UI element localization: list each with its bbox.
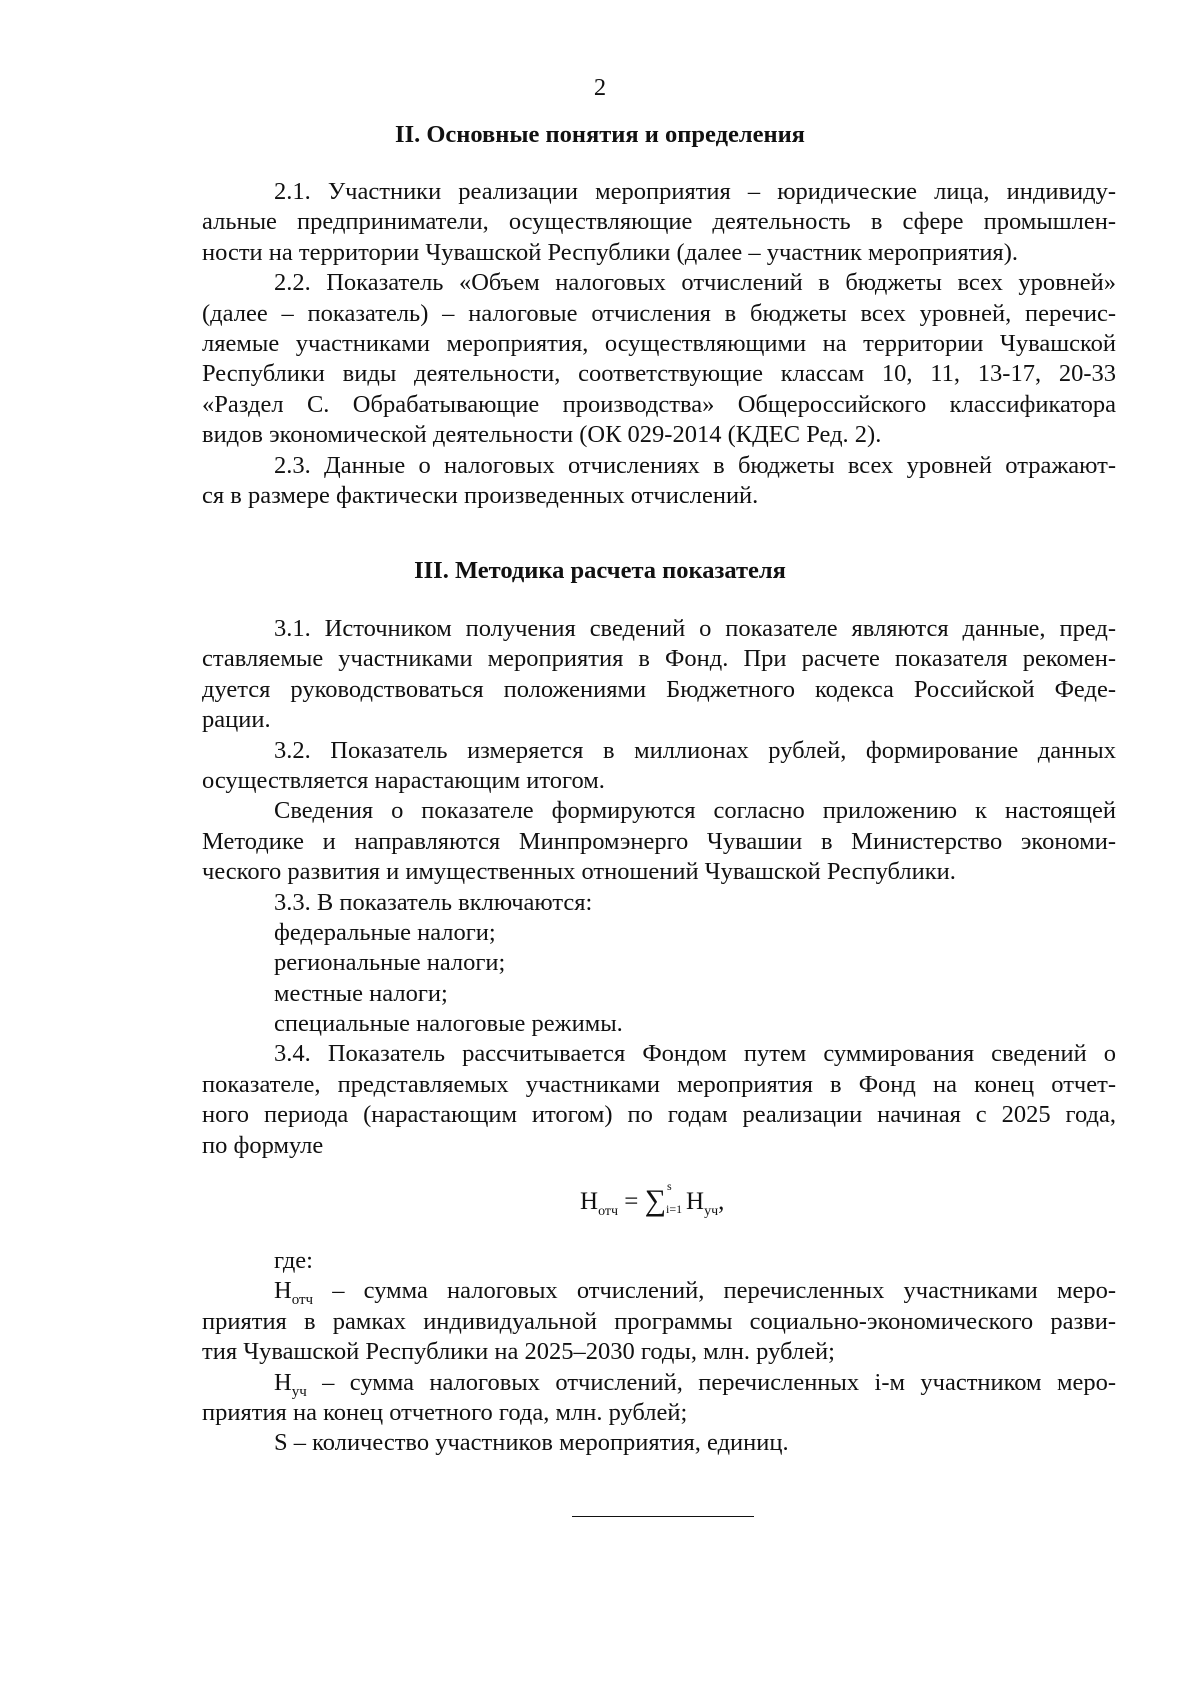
section-3-body	[202, 614, 1116, 1161]
formula	[580, 1179, 725, 1223]
text-line: показателе, представляемых участниками мероприятия в Фонд на конец отчет-	[202, 1070, 1116, 1098]
summation-lower-limit: i=1	[666, 1202, 683, 1217]
text-line: (далее – показатель) – налоговые отчисления в бюджеты всех уровней, перечис-	[202, 299, 1116, 327]
text-line: 3.3. В показатель включаются:	[274, 888, 593, 916]
list-item: федеральные налоги;	[274, 918, 496, 946]
list-item: местные налоги;	[274, 979, 448, 1007]
text-line: 2.1. Участники реализации мероприятия – юридические лица, индивиду-	[274, 178, 1116, 205]
text-line: «Раздел С. Обрабатывающие производства» Общероссийского классификатора	[202, 390, 1116, 418]
text-line: рации.	[202, 706, 271, 734]
definition-subscript: уч	[291, 1383, 307, 1400]
where-label: где:	[274, 1247, 313, 1274]
formula-rhs-subscript: уч	[704, 1204, 719, 1219]
text-line: дуется руководствоваться положениями Бюджетного кодекса Российской Феде-	[202, 675, 1116, 703]
text-line: ся в размере фактически произведенных отчислений.	[202, 481, 759, 509]
summation-limits	[666, 1179, 686, 1220]
definition-symbol: Н	[274, 1368, 292, 1396]
text-line: альные предприниматели, осуществляющие деятельность в сфере промышлен-	[202, 208, 1116, 236]
text-line: Сведения о показателе формируются согласно приложению к настоящей	[274, 797, 1116, 825]
definition-subscript: отч	[291, 1292, 314, 1309]
section-2-heading: II. Основные понятия и определения	[395, 121, 805, 148]
text-line: Методике и направляются Минпромэнерго Чувашии в Министерство экономи-	[202, 827, 1116, 855]
text-line: 2.3. Данные о налоговых отчислениях в бюджеты всех уровней отражают-	[274, 451, 1116, 479]
summation-upper-limit: s	[667, 1179, 672, 1194]
formula-lhs: Н	[580, 1188, 599, 1215]
definition-text: – сумма налоговых отчислений, перечисленных участниками меро-	[313, 1277, 1116, 1305]
section-2-body	[202, 177, 1116, 511]
text-line: ляемые участниками мероприятия, осуществляющими на территории Чувашской	[202, 329, 1116, 357]
end-divider	[572, 1516, 754, 1517]
definition-count: S – количество участников мероприятия, единиц.	[274, 1429, 789, 1457]
text-line: приятия в рамках индивидуальной программы социально-экономического разви-	[202, 1307, 1116, 1335]
text-line: осуществляется нарастающим итогом.	[202, 766, 605, 794]
text-line: 2.2. Показатель «Объем налоговых отчислений в бюджеты всех уровней»	[274, 269, 1116, 297]
formula-rhs: Н	[686, 1188, 705, 1215]
text-line: видов экономической деятельности (ОК 029-2014 (КДЕС Ред. 2).	[202, 421, 882, 449]
definition-total	[202, 1276, 1116, 1309]
definition-participant	[202, 1368, 1116, 1398]
text-line: ного периода (нарастающим итогом) по годам реализации начиная с 2025 года,	[202, 1101, 1116, 1129]
formula-comma: ,	[718, 1188, 725, 1215]
text-line: приятия на конец отчетного года, млн. рублей;	[202, 1398, 688, 1426]
definitions	[202, 1246, 1116, 1459]
text-line: ности на территории Чувашской Республики (далее – участник мероприятия).	[202, 238, 1018, 266]
text-line: по формуле	[202, 1131, 324, 1159]
section-3-heading: III. Методика расчета показателя	[414, 557, 786, 584]
page-number: 2	[593, 74, 607, 101]
list-item: региональные налоги;	[274, 949, 506, 977]
formula-equals: =	[624, 1188, 639, 1215]
formula-lhs-subscript: отч	[598, 1204, 619, 1219]
text-line: 3.2. Показатель измеряется в миллионах рублей, формирование данных	[274, 736, 1116, 764]
text-line: ческого развития и имущественных отношений Чувашской Республики.	[202, 858, 956, 886]
text-line: 3.1. Источником получения сведений о показателе являются данные, пред-	[274, 615, 1116, 642]
text-line: ставляемые участниками мероприятия в Фонд. При расчете показателя рекомен-	[202, 645, 1116, 673]
definition-symbol: Н	[274, 1277, 292, 1305]
text-line: Республики виды деятельности, соответствующие классам 10, 11, 13-17, 20-33	[202, 360, 1116, 388]
text-line: тия Чувашской Республики на 2025–2030 годы, млн. рублей;	[202, 1338, 835, 1366]
list-item: специальные налоговые режимы.	[274, 1010, 623, 1038]
definition-text: – сумма налоговых отчислений, перечисленных i-м участником меро-	[306, 1368, 1116, 1396]
summation-symbol: ∑	[644, 1184, 667, 1217]
text-line: 3.4. Показатель рассчитывается Фондом путем суммирования сведений о	[274, 1040, 1116, 1068]
